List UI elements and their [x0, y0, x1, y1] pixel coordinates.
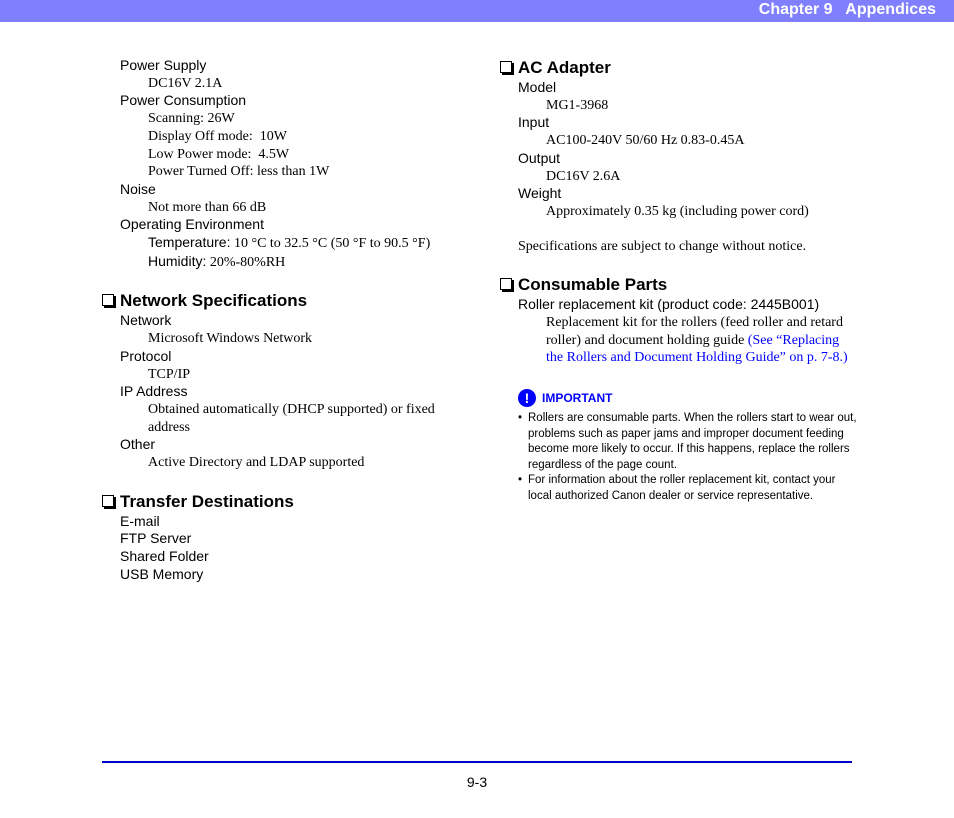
humidity-row: [148, 253, 462, 272]
transfer-item: E-mail: [120, 512, 160, 529]
network-value: Microsoft Windows Network: [148, 331, 313, 347]
spacer: [500, 221, 860, 238]
header-bar: [0, 0, 954, 22]
weight-value: Approximately 0.35 kg (including power cord): [546, 203, 809, 219]
roller-desc-line-1: Replacement kit for the rollers (feed roller and retard: [546, 315, 843, 331]
important-bullets: [518, 411, 860, 504]
consumable-heading-text: Consumable Parts: [518, 275, 668, 295]
temperature-value: 10 °C to 32.5 °C (50 °F to 90.5 °F): [230, 236, 431, 252]
model-label: Model: [518, 79, 557, 95]
right-column: [500, 57, 860, 504]
network-label: Network: [120, 312, 172, 329]
roller-desc-line-2: [546, 332, 860, 350]
power-supply-value: DC16V 2.1A: [148, 75, 223, 91]
protocol-value: TCP/IP: [148, 366, 191, 382]
temperature-row: [148, 234, 462, 253]
model-value: MG1-3968: [546, 97, 609, 113]
output-value: DC16V 2.6A: [546, 168, 621, 184]
bullet-text: For information about the roller replacement kit, contact your local authorized Canon dealer or service representative.: [528, 474, 836, 502]
ac-adapter-heading: [500, 57, 860, 79]
ip-value-line-1: Obtained automatically (DHCP supported) or fixed: [148, 401, 435, 417]
checkbox-bullet-icon: [500, 61, 512, 73]
important-label: IMPORTANT: [542, 391, 613, 406]
humidity-value: 20%-80%RH: [206, 254, 286, 270]
transfer-item: FTP Server: [120, 530, 192, 547]
page-number: 9-3: [466, 774, 488, 790]
weight-label: Weight: [518, 185, 562, 202]
consumable-heading: [500, 274, 860, 296]
chapter-title: Chapter 9 Appendices: [758, 1, 936, 18]
important-notice: [518, 389, 860, 407]
power-consumption-label: Power Consumption: [120, 92, 247, 109]
noise-label: Noise: [120, 180, 156, 197]
power-consumption-display-off: Display Off mode: 10W: [148, 128, 287, 144]
spacer: [500, 255, 860, 274]
exclamation-icon: !: [518, 389, 536, 407]
humidity-label: Humidity:: [148, 252, 207, 269]
left-column: [102, 57, 462, 584]
network-heading: [102, 290, 462, 312]
power-consumption-off: Power Turned Off: less than 1W: [148, 164, 330, 180]
power-consumption-scanning: Scanning: 26W: [148, 111, 235, 127]
list-item: [518, 473, 860, 504]
bullet-icon: •: [518, 412, 523, 425]
input-label: Input: [518, 114, 550, 131]
replacing-rollers-link[interactable]: (See “Replacing: [747, 332, 840, 348]
spacer: [102, 472, 462, 491]
environment-label: Operating Environment: [120, 216, 264, 233]
other-value: Active Directory and LDAP supported: [148, 455, 365, 471]
footer-divider: [102, 761, 852, 763]
transfer-heading: [102, 491, 462, 513]
power-supply-label: Power Supply: [120, 57, 207, 73]
list-item: [518, 411, 860, 473]
noise-value: Not more than 66 dB: [148, 199, 267, 215]
roller-kit-label: Roller replacement kit (product code: 2445B001): [518, 296, 820, 313]
ac-adapter-heading-text: AC Adapter: [518, 58, 611, 77]
checkbox-bullet-icon: [102, 495, 114, 507]
spec-notice: Specifications are subject to change without notice.: [518, 238, 807, 254]
transfer-item: Shared Folder: [120, 548, 209, 565]
roller-desc-text: roller) and document holding guide: [546, 332, 748, 348]
checkbox-bullet-icon: [500, 278, 512, 290]
ip-value-line-2: address: [148, 419, 190, 435]
replacing-rollers-link-continued[interactable]: the Rollers and Document Holding Guide” on p. 7-8.): [546, 350, 848, 366]
spacer: [102, 271, 462, 290]
transfer-heading-text: Transfer Destinations: [120, 491, 294, 511]
power-consumption-low-power: Low Power mode: 4.5W: [148, 146, 290, 162]
protocol-label: Protocol: [120, 347, 172, 364]
temperature-label: Temperature:: [148, 234, 231, 251]
bullet-text: Rollers are consumable parts. When the rollers start to wear out, problems such as paper jams and improper document feeding become more likely to occur. If this happens, replace the rollers regardless of the page count.: [528, 412, 857, 471]
output-label: Output: [518, 149, 561, 166]
bullet-icon: •: [518, 474, 523, 487]
other-label: Other: [120, 436, 156, 453]
ip-label: IP Address: [120, 383, 188, 400]
transfer-item: USB Memory: [120, 565, 204, 582]
network-heading-text: Network Specifications: [120, 291, 308, 311]
checkbox-bullet-icon: [102, 294, 114, 306]
input-value: AC100-240V 50/60 Hz 0.83-0.45A: [546, 133, 745, 149]
